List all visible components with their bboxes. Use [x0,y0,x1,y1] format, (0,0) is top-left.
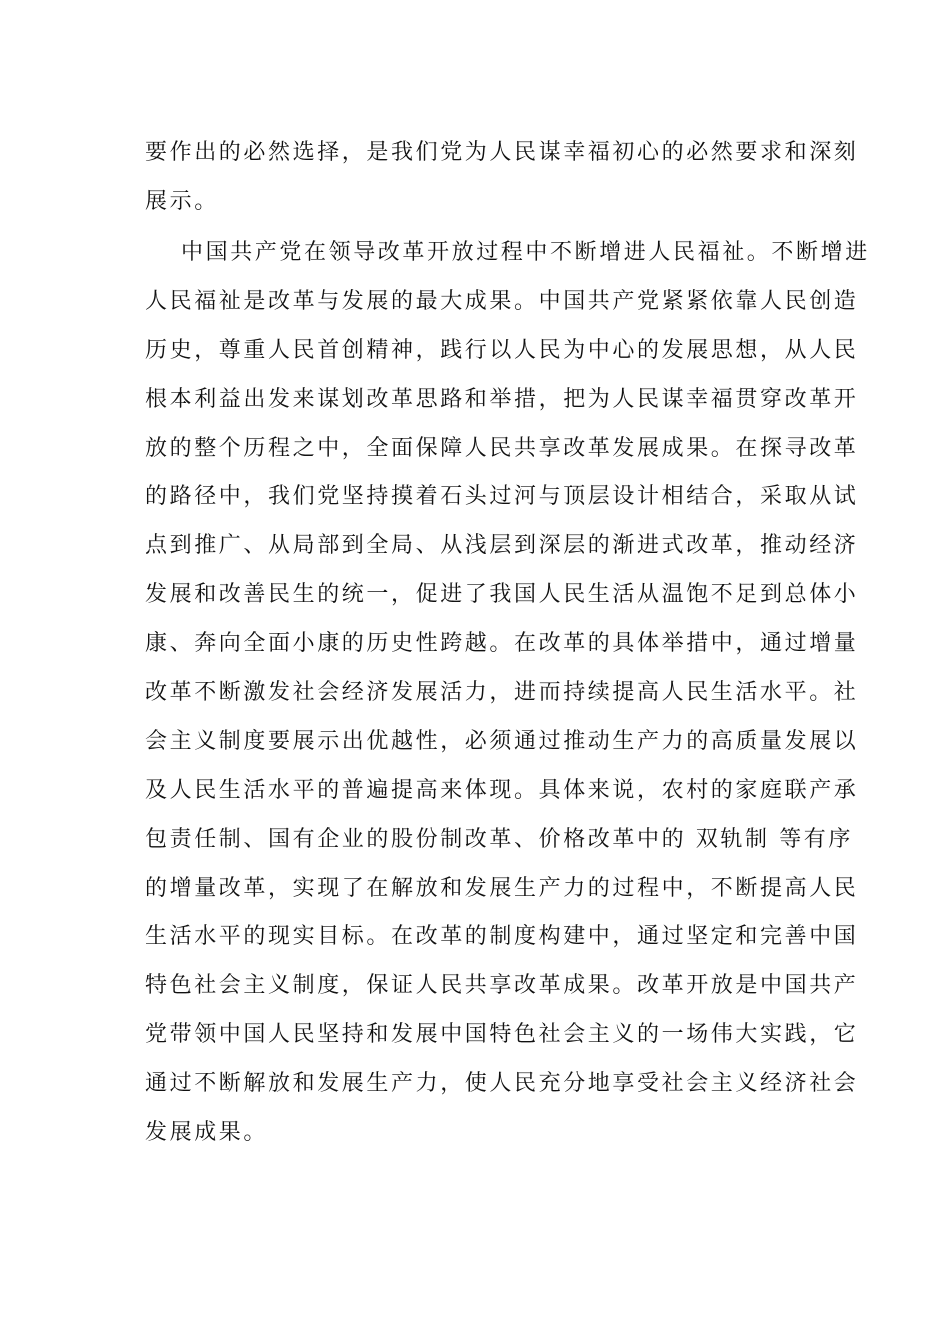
paragraph-continuation [145,129,859,227]
text-line-first: 中国共产党在领导改革开放过程中不断增进人民福祉。不断增进 [181,240,870,265]
text-line: 放的整个历程之中，全面保障人民共享改革发展成果。在探寻改革 [145,435,859,461]
text-line: 发展成果。 [145,1120,269,1146]
text-line: 及人民生活水平的普遍提高来体现。具体来说，农村的家庭联产承 [145,777,859,803]
text-line: 康、奔向全面小康的历史性跨越。在改革的具体举措中，通过增量 [145,631,859,657]
text-line: 会主义制度要展示出优越性，必须通过推动生产力的高质量发展以 [145,728,859,754]
text-line: 根本利益出发来谋划改革思路和举措，把为人民谋幸福贯穿改革开 [145,386,859,412]
text-line: 要作出的必然选择，是我们党为人民谋幸福初心的必然要求和深刻 [145,140,859,165]
text-line: 改革不断激发社会经济发展活力，进而持续提高人民生活水平。社 [145,680,859,706]
text-line: 包责任制、国有企业的股份制改革、价格改革中的 双轨制 等有序 [145,826,853,852]
text-line: 特色社会主义制度，保证人民共享改革成果。改革开放是中国共产 [145,973,859,999]
text-line: 的增量改革，实现了在解放和发展生产力的过程中，不断提高人民 [145,875,859,901]
text-line: 点到推广、从局部到全局、从浅层到深层的渐进式改革，推动经济 [145,533,859,559]
text-line: 通过不断解放和发展生产力，使人民充分地享受社会主义经济社会 [145,1071,859,1097]
text-line: 展示。 [145,188,219,214]
text-line: 的路径中，我们党坚持摸着石头过河与顶层设计相结合，采取从试 [145,484,859,510]
paragraph-people-welfare [145,229,870,1158]
text-line: 党带领中国人民坚持和发展中国特色社会主义的一场伟大实践，它 [145,1022,859,1048]
text-line: 生活水平的现实目标。在改革的制度构建中，通过坚定和完善中国 [145,924,859,950]
text-line: 发展和改善民生的统一，促进了我国人民生活从温饱不足到总体小 [145,582,859,608]
text-line: 人民福祉是改革与发展的最大成果。中国共产党紧紧依靠人民创造 [145,288,859,314]
text-line: 历史，尊重人民首创精神，践行以人民为中心的发展思想，从人民 [145,337,859,363]
